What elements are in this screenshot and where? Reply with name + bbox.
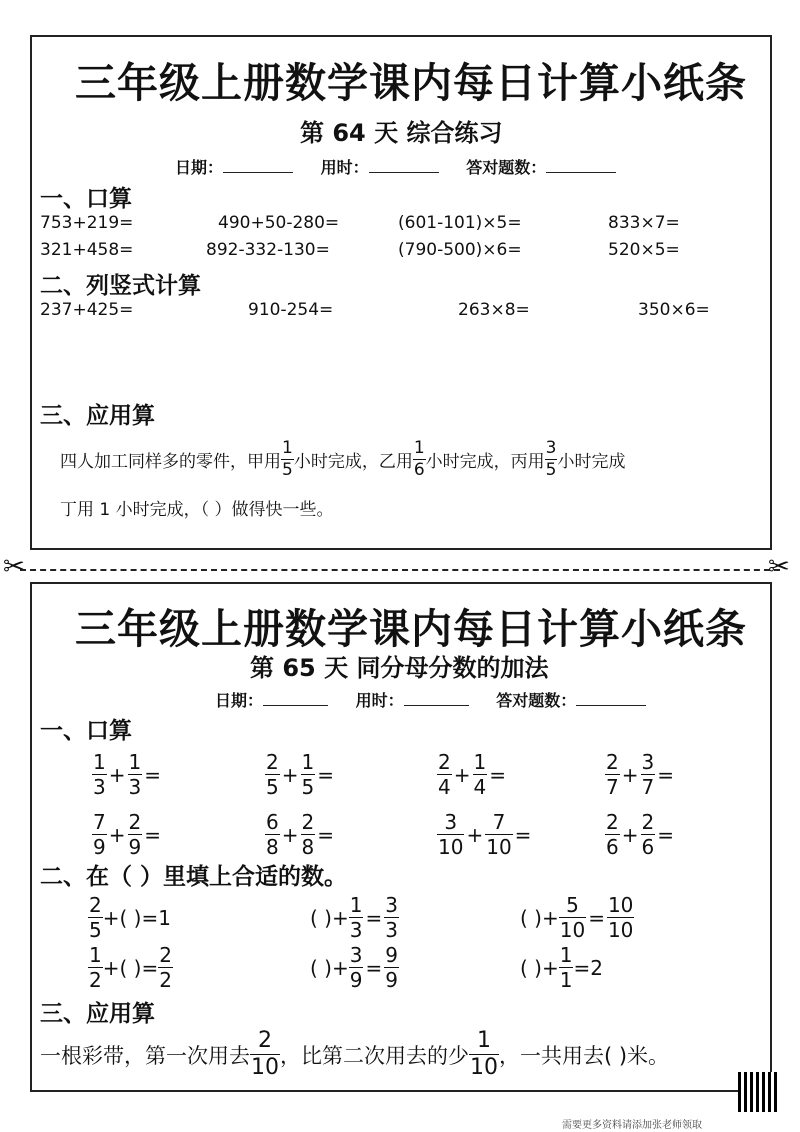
oral-problem: 490+50-280= xyxy=(218,213,340,233)
fill-problem: ( )+ $\frac{5}{10}$ = $\frac{10}{10}$ xyxy=(520,893,634,942)
date-label: 日期： xyxy=(175,158,224,177)
fraction-sum-problem: $\frac{2}{5}$ + $\frac{1}{5}$ = xyxy=(266,750,334,799)
fill-problem: $\frac{2}{5}$ +( )=1 xyxy=(89,893,171,942)
app-text: 小时完成 xyxy=(557,452,626,472)
date-field[interactable] xyxy=(223,172,293,173)
fraction: $\frac{7}{10}$ xyxy=(486,810,512,859)
vertical-problem: 350×6= xyxy=(638,300,710,320)
fill-problem: ( )+ $\frac{1}{1}$ =2 xyxy=(520,943,603,992)
section-fill-in: 二、在（ ）里填上合适的数。 xyxy=(40,864,348,890)
fraction-sum-problem: $\frac{3}{10}$ + $\frac{7}{10}$ = xyxy=(438,810,532,859)
fraction: $\frac{2}{5}$ xyxy=(266,750,279,799)
date-field[interactable] xyxy=(263,705,328,706)
oral-problem: (601-101)×5= xyxy=(398,213,522,233)
vertical-problem: 263×8= xyxy=(458,300,530,320)
correct-label: 答对题数： xyxy=(496,691,577,710)
fraction-sum-problem: $\frac{2}{7}$ + $\frac{3}{7}$ = xyxy=(606,750,674,799)
app-text: 小时完成，丙用 xyxy=(425,452,545,472)
fraction-sum-problem: $\frac{2}{4}$ + $\frac{1}{4}$ = xyxy=(438,750,506,799)
fill-problem: ( )+ $\frac{3}{9}$ = $\frac{9}{9}$ xyxy=(310,943,398,992)
oral-problem: (790-500)×6= xyxy=(398,240,522,260)
day-subtitle: 第 64 天 综合练习 xyxy=(300,119,503,147)
fraction: $\frac{2}{8}$ xyxy=(301,810,315,859)
fraction: $\frac{1}{5}$ xyxy=(282,438,293,480)
app-text: 四人加工同样多的零件，甲用 xyxy=(60,452,281,472)
qr-code-icon xyxy=(738,1072,778,1112)
fraction-sum-problem: $\frac{7}{9}$ + $\frac{2}{9}$ = xyxy=(93,810,161,859)
time-field[interactable] xyxy=(404,705,469,706)
correct-field[interactable] xyxy=(576,705,646,706)
section-oral: 一、口算 xyxy=(40,186,132,212)
fraction: $\frac{6}{8}$ xyxy=(266,810,279,859)
correct-field[interactable] xyxy=(546,172,616,173)
fraction: $\frac{1}{4}$ xyxy=(473,750,487,799)
fraction-sum-problem: $\frac{6}{8}$ + $\frac{2}{8}$ = xyxy=(266,810,334,859)
time-label: 用时： xyxy=(320,158,369,177)
vertical-problem: 910-254= xyxy=(248,300,334,320)
fraction: $\frac{1}{3}$ xyxy=(93,750,106,799)
fraction: $\frac{1}{3}$ xyxy=(128,750,142,799)
fraction: $\frac{3}{5}$ xyxy=(545,438,557,480)
fraction: $\frac{2}{6}$ xyxy=(606,810,619,859)
page-title: 三年级上册数学课内每日计算小纸条 xyxy=(75,605,747,653)
time-label: 用时： xyxy=(355,691,404,710)
application-line2: 丁用 1 小时完成，（ ）做得快一些。 xyxy=(60,500,334,520)
oral-problem: 321+458= xyxy=(40,240,134,260)
fraction: $\frac{1}{5}$ xyxy=(301,750,315,799)
fraction: $\frac{3}{7}$ xyxy=(641,750,655,799)
fraction: $\frac{3}{10}$ xyxy=(438,810,464,859)
cut-line xyxy=(20,569,780,571)
fraction-sum-problem: $\frac{1}{3}$ + $\frac{1}{3}$ = xyxy=(93,750,161,799)
info-row xyxy=(175,155,616,178)
fill-problem: ( )+ $\frac{1}{3}$ = $\frac{3}{3}$ xyxy=(310,893,398,942)
fraction: $\frac{2}{9}$ xyxy=(128,810,142,859)
footer-note: 需要更多资料请添加张老师领取 xyxy=(562,1120,702,1131)
time-field[interactable] xyxy=(369,172,439,173)
info-row xyxy=(215,688,646,711)
oral-problem: 520×5= xyxy=(608,240,680,260)
section-vertical: 二、列竖式计算 xyxy=(40,273,201,299)
oral-problem: 833×7= xyxy=(608,213,680,233)
scissors-icon: ✂ xyxy=(768,552,790,582)
oral-problem: 753+219= xyxy=(40,213,134,233)
app-text: 小时完成，乙用 xyxy=(293,452,413,472)
fraction: $\frac{2}{7}$ xyxy=(606,750,619,799)
day-subtitle: 第 65 天 同分母分数的加法 xyxy=(250,654,549,682)
fill-problem: $\frac{1}{2}$ +( )= $\frac{2}{2}$ xyxy=(89,943,172,992)
application-problem: 一根彩带，第一次用去 $\frac{2}{10}$ ，比第二次用去的少 $\frac{1}{10}$ ，一共用去( )米。 xyxy=(40,1028,670,1080)
section-application: 三、应用算 xyxy=(40,1001,155,1027)
fraction: $\frac{1}{6}$ xyxy=(413,438,425,480)
application-problem xyxy=(60,440,625,479)
page-title: 三年级上册数学课内每日计算小纸条 xyxy=(75,59,747,107)
scissors-icon: ✂ xyxy=(3,552,25,582)
fraction: $\frac{7}{9}$ xyxy=(93,810,106,859)
fraction: $\frac{2}{4}$ xyxy=(438,750,451,799)
correct-label: 答对题数： xyxy=(466,158,547,177)
date-label: 日期： xyxy=(215,691,264,710)
fraction: $\frac{2}{6}$ xyxy=(641,810,655,859)
section-application: 三、应用算 xyxy=(40,403,155,429)
vertical-problem: 237+425= xyxy=(40,300,134,320)
oral-problem: 892-332-130= xyxy=(206,240,330,260)
section-oral: 一、口算 xyxy=(40,718,132,744)
fraction-sum-problem: $\frac{2}{6}$ + $\frac{2}{6}$ = xyxy=(606,810,674,859)
